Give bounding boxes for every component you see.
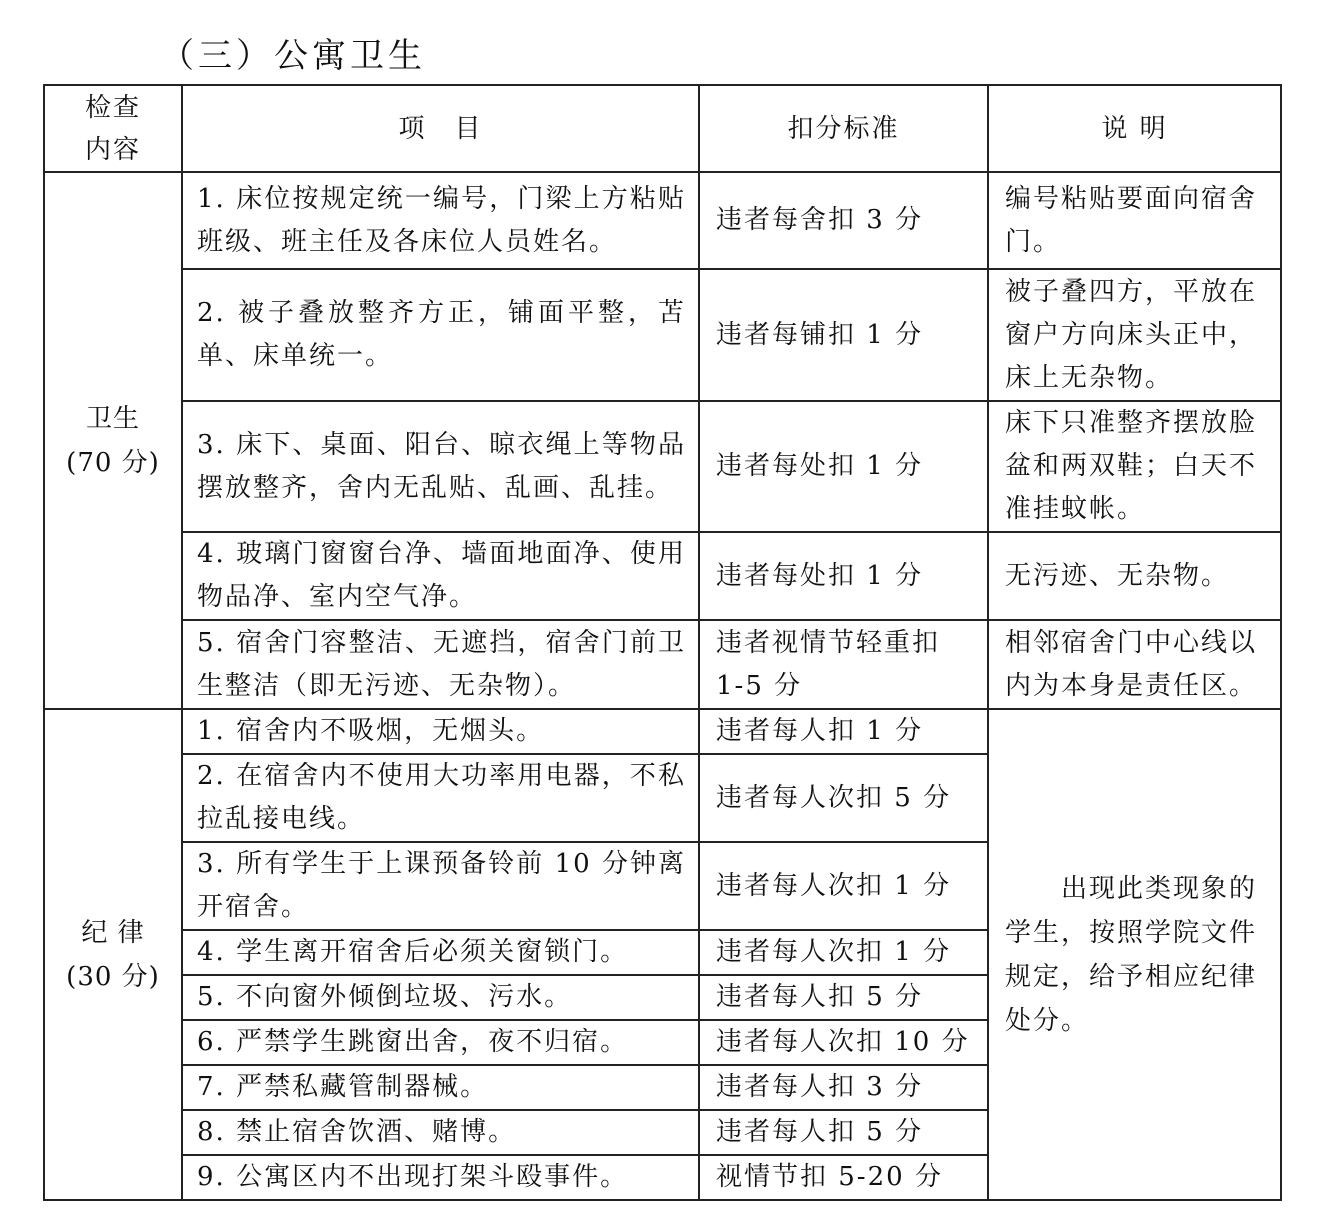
item-cell: 3. 所有学生于上课预备铃前 10 分钟离开宿舍。 [182, 842, 699, 930]
standard-cell: 违者每人扣 1 分 [699, 709, 988, 754]
item-cell: 2. 被子叠放整齐方正，铺面平整，苫单、床单统一。 [182, 269, 699, 401]
header-category-line2: 内容 [84, 134, 141, 165]
standard-cell: 违者每人扣 3 分 [699, 1065, 988, 1110]
standard-cell: 违者每人次扣 1 分 [699, 842, 988, 930]
table-row [44, 172, 1281, 269]
item-cell: 2. 在宿舍内不使用大功率用电器，不私拉乱接电线。 [182, 754, 699, 842]
item-cell: 1. 床位按规定统一编号，门梁上方粘贴班级、班主任及各床位人员姓名。 [182, 172, 699, 269]
item-cell: 4. 学生离开宿舍后必须关窗锁门。 [182, 930, 699, 975]
inspection-table [43, 84, 1282, 1201]
standard-cell: 视情节扣 5-20 分 [699, 1155, 988, 1200]
header-category [44, 85, 182, 172]
table-row [44, 532, 1281, 620]
header-item: 项 目 [182, 85, 699, 172]
standard-cell: 违者每人次扣 5 分 [699, 754, 988, 842]
category-score: (70 分) [66, 447, 160, 478]
item-cell: 5. 宿舍门容整洁、无遮挡，宿舍门前卫生整洁（即无污迹、无杂物）。 [182, 620, 699, 709]
standard-cell: 违者每人扣 5 分 [699, 975, 988, 1020]
category-discipline [44, 709, 182, 1200]
discipline-note-cell [988, 709, 1281, 1200]
category-name: 纪 律 [81, 917, 145, 948]
note-cell: 床下只准整齐摆放脸盆和两双鞋；白天不准挂蚊帐。 [988, 401, 1281, 532]
note-cell: 无污迹、无杂物。 [988, 532, 1281, 620]
standard-cell: 违者每舍扣 3 分 [699, 172, 988, 269]
note-cell: 相邻宿舍门中心线以内为本身是责任区。 [988, 620, 1281, 709]
standard-cell: 违者每人次扣 1 分 [699, 930, 988, 975]
header-row [44, 85, 1281, 172]
table-row [44, 620, 1281, 709]
item-cell: 3. 床下、桌面、阳台、晾衣绳上等物品摆放整齐，舍内无乱贴、乱画、乱挂。 [182, 401, 699, 532]
note-cell: 被子叠四方，平放在窗户方向床头正中，床上无杂物。 [988, 269, 1281, 401]
header-note: 说 明 [988, 85, 1281, 172]
item-cell: 7. 严禁私藏管制器械。 [182, 1065, 699, 1110]
table-row [44, 709, 1281, 754]
standard-cell: 违者每铺扣 1 分 [699, 269, 988, 401]
item-cell: 4. 玻璃门窗窗台净、墙面地面净、使用物品净、室内空气净。 [182, 532, 699, 620]
header-standard: 扣分标准 [699, 85, 988, 172]
standard-cell: 违者每人次扣 10 分 [699, 1020, 988, 1065]
item-cell: 6. 严禁学生跳窗出舍，夜不归宿。 [182, 1020, 699, 1065]
category-score: (30 分) [66, 961, 160, 992]
standard-cell: 违者视情节轻重扣 1-5 分 [699, 620, 988, 709]
section-title: （三）公寓卫生 [160, 36, 426, 76]
item-cell: 1. 宿舍内不吸烟，无烟头。 [182, 709, 699, 754]
category-hygiene [44, 172, 182, 709]
item-cell: 9. 公寓区内不出现打架斗殴事件。 [182, 1155, 699, 1200]
item-cell: 5. 不向窗外倾倒垃圾、污水。 [182, 975, 699, 1020]
standard-cell: 违者每处扣 1 分 [699, 401, 988, 532]
header-category-line1: 检查 [84, 92, 141, 123]
standard-cell: 违者每人扣 5 分 [699, 1110, 988, 1155]
table-row [44, 269, 1281, 401]
standard-cell: 违者每处扣 1 分 [699, 532, 988, 620]
category-name: 卫生 [85, 403, 140, 434]
table-row [44, 401, 1281, 532]
discipline-note: 出现此类现象的学生，按照学院文件规定，给予相应纪律处分。 [1005, 873, 1258, 1036]
note-cell: 编号粘贴要面向宿舍门。 [988, 172, 1281, 269]
item-cell: 8. 禁止宿舍饮酒、赌博。 [182, 1110, 699, 1155]
